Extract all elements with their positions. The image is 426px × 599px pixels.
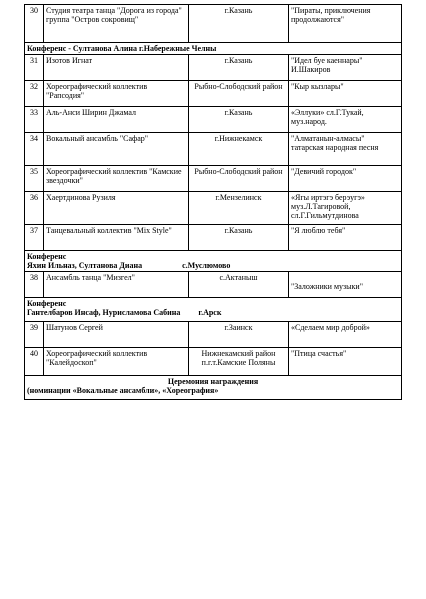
row-number: 38 — [25, 272, 44, 298]
performer-name: Хореографический коллектив "Калейдоскоп" — [44, 348, 189, 376]
performer-name: Шатунов Сергей — [44, 322, 189, 348]
performance-title: «Ягы иртэгэ берэугэ» муз.Л.Тагировой, сл.Г.Гильмутдинова — [289, 192, 402, 225]
row-number: 40 — [25, 348, 44, 376]
performance-title: «Эллуки» сл.Г.Тукай, муз.народ. — [289, 107, 402, 133]
row-number: 31 — [25, 55, 44, 81]
performance-title: "Алматанын-алмасы" татарская народная песня — [289, 133, 402, 166]
performance-title: "Птица счастья" — [289, 348, 402, 376]
performer-name: Вокальный ансамбль "Сафар" — [44, 133, 189, 166]
performer-city: Рыбно-Слободский район — [189, 81, 289, 107]
performer-name: Аль-Анси Ширин Джамал — [44, 107, 189, 133]
performer-city: г.Казань — [189, 225, 289, 251]
program-table — [24, 4, 402, 400]
performance-title: "Кыр кызлары" — [289, 81, 402, 107]
row-number: 33 — [25, 107, 44, 133]
conference-place: с.Муслюмово — [182, 261, 231, 270]
performer-city: с.Актаныш — [189, 272, 289, 298]
section-header-row — [25, 251, 402, 272]
performer-city: г.Казань — [189, 107, 289, 133]
performance-title — [289, 272, 402, 298]
performer-name: Изотов Игнат — [44, 55, 189, 81]
row-number: 39 — [25, 322, 44, 348]
performer-name: Хореографический коллектив "Камские звездочки" — [44, 166, 189, 192]
row-number: 30 — [25, 5, 44, 43]
performer-name: Хаертдинова Рузиля — [44, 192, 189, 225]
section-header-row — [25, 43, 402, 55]
ceremony-row — [25, 376, 402, 400]
row-number: 35 — [25, 166, 44, 192]
performance-title: "Я люблю тебя" — [289, 225, 402, 251]
conference-label: Конференс — [27, 252, 67, 261]
conference-header — [25, 251, 402, 272]
performance-title: "Девичий городок" — [289, 166, 402, 192]
performer-city: Рыбно-Слободский район — [189, 166, 289, 192]
table-row — [25, 55, 402, 81]
performer-city: г.Казань — [189, 55, 289, 81]
section-header-row — [25, 298, 402, 322]
performer-city: г.Нижнекамск — [189, 133, 289, 166]
table-row — [25, 133, 402, 166]
conference-hosts: Гантелбаров Инсаф, Нурисламова Сабина — [27, 308, 181, 317]
performer-city: г.Казань — [189, 5, 289, 43]
performer-city: г.Мензелинск — [189, 192, 289, 225]
ceremony-subtitle: (номинации «Вокальные ансамбли», «Хореография» — [27, 386, 219, 395]
conference-header — [25, 298, 402, 322]
table-row — [25, 322, 402, 348]
performance-title: "Пираты, приключения продолжаются" — [289, 5, 402, 43]
table-row — [25, 225, 402, 251]
table-row — [25, 5, 402, 43]
table-row — [25, 272, 402, 298]
conference-hosts: Яхин Ильназ, Султанова Диана — [27, 261, 143, 270]
ceremony-title: Церемония награждения — [167, 377, 259, 386]
performer-city: Нижнекамский район п.г.т.Камские Поляны — [189, 348, 289, 376]
row-number: 32 — [25, 81, 44, 107]
row-number: 34 — [25, 133, 44, 166]
conference-place: г.Арск — [198, 308, 222, 317]
conference-label: Конференс — [27, 299, 67, 308]
performance-title: «Сделаем мир доброй» — [289, 322, 402, 348]
performer-name: Ансамбль танца "Мизгел" — [44, 272, 189, 298]
performance-title: "Идел буе каеннары" И.Шакиров — [289, 55, 402, 81]
performance-title-text: "Заложники музыки" — [291, 282, 363, 291]
performer-city: г.Заинск — [189, 322, 289, 348]
table-row — [25, 107, 402, 133]
performer-name: Хореографический коллектив "Рапсодия" — [44, 81, 189, 107]
row-number: 36 — [25, 192, 44, 225]
ceremony-cell — [25, 376, 402, 400]
table-row — [25, 81, 402, 107]
performer-name: Танцевальный коллектив "Mix Style" — [44, 225, 189, 251]
table-row — [25, 166, 402, 192]
table-row — [25, 348, 402, 376]
conference-header: Конференс - Султанова Алина г.Набережные Челны — [25, 43, 402, 55]
performer-name: Студия театра танца "Дорога из города" группа "Остров сокровищ" — [44, 5, 189, 43]
row-number: 37 — [25, 225, 44, 251]
table-row — [25, 192, 402, 225]
